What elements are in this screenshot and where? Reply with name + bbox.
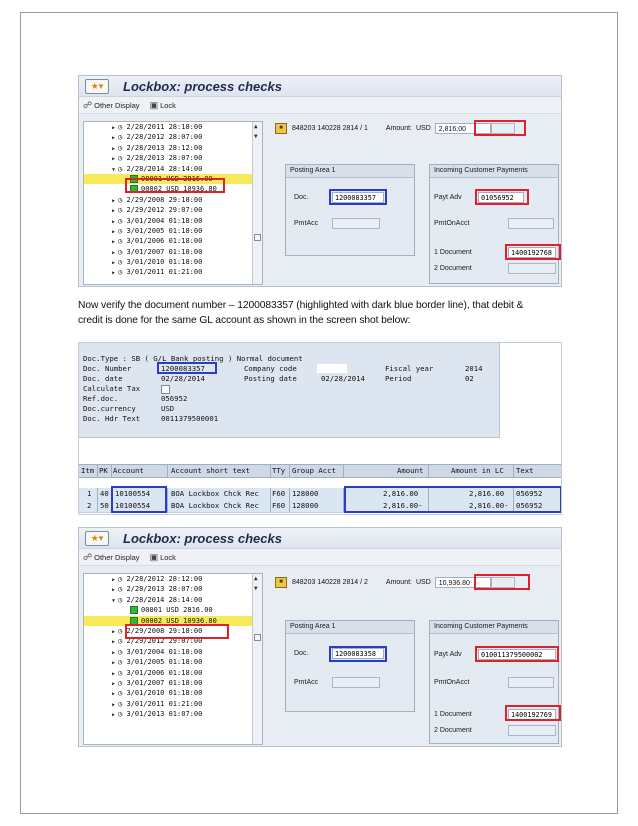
pmtacc-label: PmtAcc: [294, 679, 319, 686]
doc-label: Doc.: [294, 650, 309, 657]
expand-right-icon[interactable]: ▶: [112, 239, 116, 246]
paragraph-line-2: credit is done for the same GL account as shown in the screen shot below:: [78, 315, 411, 326]
tree-item[interactable]: [84, 184, 262, 194]
table-row[interactable]: [79, 500, 562, 513]
payt-adv-field[interactable]: 01056952: [478, 192, 524, 203]
pmtonacct-label: PmtOnAcct: [434, 220, 470, 227]
clock-icon: ◷: [118, 668, 127, 677]
col-text[interactable]: Text: [516, 466, 534, 475]
incoming-payments-title: Incoming Customer Payments: [430, 621, 558, 634]
document-1-field[interactable]: 1400192768: [508, 247, 556, 258]
glasses-icon: ☍: [83, 551, 93, 562]
tree-node-label: 3/01/2010 01:18:00: [126, 258, 203, 267]
tree-node[interactable]: [84, 153, 262, 163]
tree-node-label: 3/01/2010 01:18:00: [126, 689, 203, 698]
clock-icon: ◷: [118, 699, 127, 708]
pmtonacct-field[interactable]: [508, 677, 554, 688]
tree-node-label: 3/01/2006 01:18:00: [126, 237, 203, 246]
ref-doc-value: 056952: [161, 394, 188, 403]
expand-right-icon[interactable]: ▶: [112, 125, 116, 131]
expand-right-icon[interactable]: ▶: [112, 577, 116, 583]
calculate-tax-checkbox[interactable]: [161, 385, 170, 394]
tree-node-label: 3/01/2004 01:18:00: [126, 647, 203, 656]
col-amount-lc[interactable]: Amount in LC: [451, 466, 504, 475]
glasses-icon: ☍: [83, 99, 93, 110]
tree-node-label: 3/01/2011 01:21:00: [126, 268, 203, 277]
clock-icon: ◷: [118, 585, 127, 594]
clock-icon: ◷: [118, 206, 127, 215]
amount-currency: USD: [415, 125, 431, 132]
tree-node[interactable]: [84, 216, 262, 226]
row-amount: 2,816.00: [383, 489, 419, 498]
tree-node[interactable]: [84, 574, 262, 584]
document-2-label: 2 Document: [434, 727, 472, 734]
payt-adv-label: Payt Adv: [434, 194, 462, 201]
row-group-acct: 128000: [292, 489, 319, 498]
other-display-label: Other Display: [94, 100, 140, 110]
tree-scrollbar[interactable]: [252, 574, 262, 744]
col-pk[interactable]: PK: [99, 466, 108, 475]
row-text: 056952: [516, 501, 543, 510]
doc-hdr-text-label: Doc. Hdr Text: [83, 414, 141, 423]
tree-node[interactable]: [84, 226, 262, 236]
lot-header: [275, 123, 515, 134]
payt-adv-label: Payt Adv: [434, 651, 462, 658]
posting-area-group: [285, 164, 415, 256]
expand-right-icon[interactable]: ▶: [112, 649, 116, 656]
fiscal-year-label: Fiscal year: [385, 364, 434, 373]
tree-item[interactable]: [84, 616, 262, 626]
row-account: 10100554: [115, 501, 151, 510]
tree-node[interactable]: [84, 584, 262, 594]
tree-item[interactable]: [84, 605, 262, 615]
tree-node[interactable]: [84, 164, 262, 174]
expand-right-icon[interactable]: ▶: [112, 270, 116, 277]
lockbox-screen-2: [78, 527, 562, 747]
clock-icon: ◷: [118, 647, 127, 656]
tree-node[interactable]: [84, 647, 262, 657]
status-green-icon: [130, 606, 138, 614]
lock-icon: ▣: [149, 99, 159, 110]
scroll-up-icon[interactable]: ▲: [254, 123, 258, 130]
expand-right-icon[interactable]: ▶: [112, 145, 116, 152]
expand-right-icon[interactable]: ▶: [112, 670, 116, 677]
instruction-paragraph: [78, 298, 562, 328]
row-itm: 1: [87, 489, 92, 498]
expand-right-icon[interactable]: ▶: [112, 587, 116, 594]
scroll-thumb[interactable]: [254, 234, 261, 241]
doc-currency-value: USD: [161, 404, 175, 413]
doc-field[interactable]: 1200083358: [332, 648, 384, 659]
document-header: [79, 343, 500, 438]
fiscal-year-value: 2014: [465, 364, 483, 373]
ref-doc-label: Ref.doc.: [83, 394, 119, 403]
tree-node[interactable]: [84, 678, 262, 688]
expand-right-icon[interactable]: ▶: [112, 628, 116, 635]
tree-scrollbar[interactable]: [252, 122, 262, 284]
expand-right-icon[interactable]: ▶: [112, 660, 116, 667]
tree-node[interactable]: [84, 699, 262, 709]
doc-type-line: Doc.Type : SB ( G/L Bank posting ) Normal document: [83, 354, 303, 363]
tree-item-label: 00001 USD 2816.00: [141, 606, 213, 615]
doc-number-label: Doc. Number: [83, 364, 132, 373]
title-bar: [79, 528, 561, 549]
col-tty[interactable]: TTy: [272, 466, 286, 475]
posting-date-label: Posting date: [244, 374, 297, 383]
lot-number: 848203 140228 2814 / 1: [292, 125, 368, 132]
col-group-acct[interactable]: Group Acct: [292, 466, 336, 475]
row-amount-lc: 2,816.00-: [469, 501, 509, 510]
pmtacc-label: PmtAcc: [294, 220, 319, 227]
tree-node-label: 2/28/2011 28:18:00: [126, 123, 203, 131]
expand-right-icon[interactable]: ▶: [112, 156, 116, 163]
document-display-screen: [78, 342, 562, 515]
tree-node-label: 2/28/2013 28:07:00: [126, 585, 203, 594]
posting-date-value: 02/28/2014: [321, 374, 365, 383]
clock-icon: ◷: [118, 216, 127, 225]
expand-right-icon[interactable]: ▶: [112, 218, 116, 225]
period-value: 02: [465, 374, 474, 383]
doc-label: Doc.: [294, 194, 309, 201]
tree-node-label: 3/01/2004 01:18:00: [126, 216, 203, 225]
expand-right-icon[interactable]: ▶: [112, 135, 116, 142]
amount-field[interactable]: 2,816.00: [435, 123, 491, 134]
doc-date-value: 02/28/2014: [161, 374, 205, 383]
tree-node[interactable]: [84, 709, 262, 719]
row-short-text: BOA Lockbox Chck Rec: [171, 489, 259, 498]
row-pk: 40: [100, 489, 109, 498]
expand-right-icon[interactable]: ▶: [112, 249, 116, 256]
expand-right-icon[interactable]: ▶: [112, 712, 116, 719]
expand-right-icon[interactable]: ▶: [112, 228, 116, 235]
scroll-up-icon[interactable]: ▲: [254, 575, 258, 582]
period-label: Period: [385, 374, 412, 383]
clock-icon: ◷: [118, 237, 127, 246]
lock-button[interactable]: [150, 100, 176, 111]
tree-node-label: 3/01/2011 01:21:00: [126, 699, 203, 708]
tree-node-label: 2/28/2014 28:14:00: [126, 164, 203, 173]
clock-icon: ◷: [118, 123, 127, 131]
status-green-icon: [130, 185, 138, 193]
doc-currency-label: Doc.currency: [83, 404, 136, 413]
clock-icon: ◷: [118, 678, 127, 687]
expand-right-icon[interactable]: ▶: [112, 701, 116, 708]
document-2-field[interactable]: [508, 725, 556, 736]
expand-down-icon[interactable]: ▼: [112, 597, 116, 604]
row-pk: 50: [100, 501, 109, 510]
posting-area-group: [285, 620, 415, 712]
posting-area-title: Posting Area 1: [286, 165, 414, 178]
tree-item[interactable]: [84, 174, 262, 184]
clock-icon: ◷: [118, 595, 127, 604]
title-bar: [79, 76, 561, 97]
row-account: 10100554: [115, 489, 151, 498]
lot-number: 848203 140228 2814 / 2: [292, 579, 368, 586]
clock-icon: ◷: [118, 268, 127, 277]
col-account-short-text[interactable]: Account short text: [171, 466, 251, 475]
expand-right-icon[interactable]: ▶: [112, 680, 116, 687]
toolbar: [79, 97, 561, 114]
tree-item-label: 00002 USD 10936.80: [141, 185, 217, 194]
amount-extra-field[interactable]: [491, 577, 515, 588]
pmtacc-field[interactable]: [332, 677, 380, 688]
tree-node[interactable]: [84, 657, 262, 667]
toolbar: [79, 549, 561, 566]
row-itm: 2: [87, 501, 92, 510]
tree-node-label: 2/29/2008 29:18:00: [126, 195, 203, 204]
posting-area-title: Posting Area 1: [286, 621, 414, 634]
tree-node-label: 2/28/2013 28:07:00: [126, 154, 203, 163]
tree-node[interactable]: [84, 195, 262, 205]
row-tty: F60: [272, 501, 286, 510]
clock-icon: ◷: [118, 637, 127, 646]
lot-header: [275, 577, 515, 588]
tree-item-label: 00002 USD 10936.80: [141, 616, 217, 625]
scroll-down-icon[interactable]: ▼: [254, 133, 258, 140]
company-code-value: [317, 364, 347, 373]
tree-node-label: 3/01/2006 01:18:00: [126, 668, 203, 677]
incoming-payments-group: [429, 620, 559, 744]
amount-currency: USD: [415, 579, 431, 586]
col-itm[interactable]: Itm: [81, 466, 95, 475]
tree-node-label: 2/28/2012 28:12:00: [126, 575, 203, 583]
tree-node[interactable]: [84, 247, 262, 257]
clock-icon: ◷: [118, 226, 127, 235]
tree-node-label: 2/28/2012 28:07:00: [126, 133, 203, 142]
clock-icon: ◷: [118, 658, 127, 667]
row-group-acct: 128000: [292, 501, 319, 510]
lock-label: Lock: [160, 552, 176, 562]
amount-field[interactable]: 10,936.80: [435, 577, 491, 588]
amount-label: Amount:: [385, 579, 412, 586]
doc-date-label: Doc. date: [83, 374, 123, 383]
incoming-payments-group: [429, 164, 559, 284]
tree-node[interactable]: [84, 122, 262, 132]
clock-icon: ◷: [118, 689, 127, 698]
lockbox-screen-1: [78, 75, 562, 287]
lock-icon: ▣: [149, 551, 159, 562]
row-short-text: BOA Lockbox Chck Rec: [171, 501, 259, 510]
tree-node-label: 2/28/2014 28:14:00: [126, 595, 203, 604]
incoming-payments-title: Incoming Customer Payments: [430, 165, 558, 178]
calculate-tax-label: Calculate Tax: [83, 384, 141, 393]
pmtacc-field[interactable]: [332, 218, 380, 229]
doc-field[interactable]: 1200083357: [332, 192, 384, 203]
document-icon[interactable]: ■: [275, 577, 287, 588]
expand-down-icon[interactable]: ▼: [112, 166, 116, 173]
tree-node-label: 3/01/2013 01:07:00: [126, 710, 203, 719]
document-2-label: 2 Document: [434, 265, 472, 272]
row-text: 056952: [516, 489, 543, 498]
status-green-icon: [130, 617, 138, 625]
clock-icon: ◷: [118, 195, 127, 204]
tree-node[interactable]: [84, 267, 262, 277]
line-items-header: [79, 464, 562, 478]
row-amount: 2,816.00-: [383, 501, 423, 510]
other-display-button[interactable]: [83, 100, 140, 111]
screen-title: Lockbox: process checks: [123, 78, 282, 94]
tree-node-label: 3/01/2005 01:18:00: [126, 658, 203, 667]
check-tree[interactable]: [83, 121, 263, 285]
tree-node-label: 3/01/2005 01:18:00: [126, 226, 203, 235]
tree-node[interactable]: [84, 236, 262, 246]
other-display-label: Other Display: [94, 552, 140, 562]
menu-icon[interactable]: ★▾: [85, 79, 109, 94]
tree-node[interactable]: [84, 626, 262, 636]
tree-node[interactable]: [84, 205, 262, 215]
expand-right-icon[interactable]: ▶: [112, 208, 116, 215]
tree-item-label: 00001 USD 2816.00: [141, 174, 213, 183]
clock-icon: ◷: [118, 626, 127, 635]
tree-node[interactable]: [84, 636, 262, 646]
expand-right-icon[interactable]: ▶: [112, 260, 116, 267]
tree-node-label: 2/29/2012 29:07:00: [126, 206, 203, 215]
tree-node[interactable]: [84, 668, 262, 678]
document-1-label: 1 Document: [434, 711, 472, 718]
tree-node-label: 3/01/2007 01:18:00: [126, 678, 203, 687]
doc-hdr-text-value: 0011379500001: [161, 414, 219, 423]
tree-node[interactable]: [84, 595, 262, 605]
clock-icon: ◷: [118, 143, 127, 152]
expand-right-icon[interactable]: ▶: [112, 639, 116, 646]
tree-node[interactable]: [84, 257, 262, 267]
menu-icon[interactable]: ★▾: [85, 531, 109, 546]
tree-node[interactable]: [84, 143, 262, 153]
row-tty: F60: [272, 489, 286, 498]
tree-node[interactable]: [84, 688, 262, 698]
check-tree[interactable]: [83, 573, 263, 745]
scroll-down-icon[interactable]: ▼: [254, 585, 258, 592]
document-2-field[interactable]: [508, 263, 556, 274]
tree-node-label: 2/29/2008 29:18:00: [126, 626, 203, 635]
screen-title: Lockbox: process checks: [123, 530, 282, 546]
lock-label: Lock: [160, 100, 176, 110]
clock-icon: ◷: [118, 710, 127, 719]
doc-number-value[interactable]: 1200083357: [161, 364, 205, 373]
expand-right-icon[interactable]: ▶: [112, 691, 116, 698]
document-icon[interactable]: ■: [275, 123, 287, 134]
clock-icon: ◷: [118, 247, 127, 256]
tree-node[interactable]: [84, 132, 262, 142]
other-display-button[interactable]: [83, 552, 140, 563]
scroll-thumb[interactable]: [254, 634, 261, 641]
clock-icon: ◷: [118, 164, 127, 173]
amount-extra-field[interactable]: [491, 123, 515, 134]
amount-label: Amount:: [385, 125, 412, 132]
col-account[interactable]: Account: [113, 466, 144, 475]
tree-node-label: 3/01/2007 01:18:00: [126, 247, 203, 256]
document-1-label: 1 Document: [434, 249, 472, 256]
document-1-field[interactable]: 1400192769: [508, 709, 556, 720]
pmtonacct-label: PmtOnAcct: [434, 679, 470, 686]
clock-icon: ◷: [118, 575, 127, 583]
lock-button[interactable]: [150, 552, 176, 563]
clock-icon: ◷: [118, 258, 127, 267]
tree-node-label: 2/28/2013 28:12:00: [126, 143, 203, 152]
clock-icon: ◷: [118, 154, 127, 163]
company-code-label: Company code: [244, 364, 297, 373]
row-amount-lc: 2,816.00: [469, 489, 505, 498]
expand-right-icon[interactable]: ▶: [112, 197, 116, 204]
payt-adv-field[interactable]: 010011379500002: [478, 649, 556, 660]
col-amount[interactable]: Amount: [397, 466, 424, 475]
clock-icon: ◷: [118, 133, 127, 142]
pmtonacct-field[interactable]: [508, 218, 554, 229]
status-green-icon: [130, 175, 138, 183]
tree-node-label: 2/29/2012 29:07:00: [126, 637, 203, 646]
paragraph-line-1: Now verify the document number – 1200083357 (highlighted with dark blue border line), that debit &: [78, 300, 524, 311]
